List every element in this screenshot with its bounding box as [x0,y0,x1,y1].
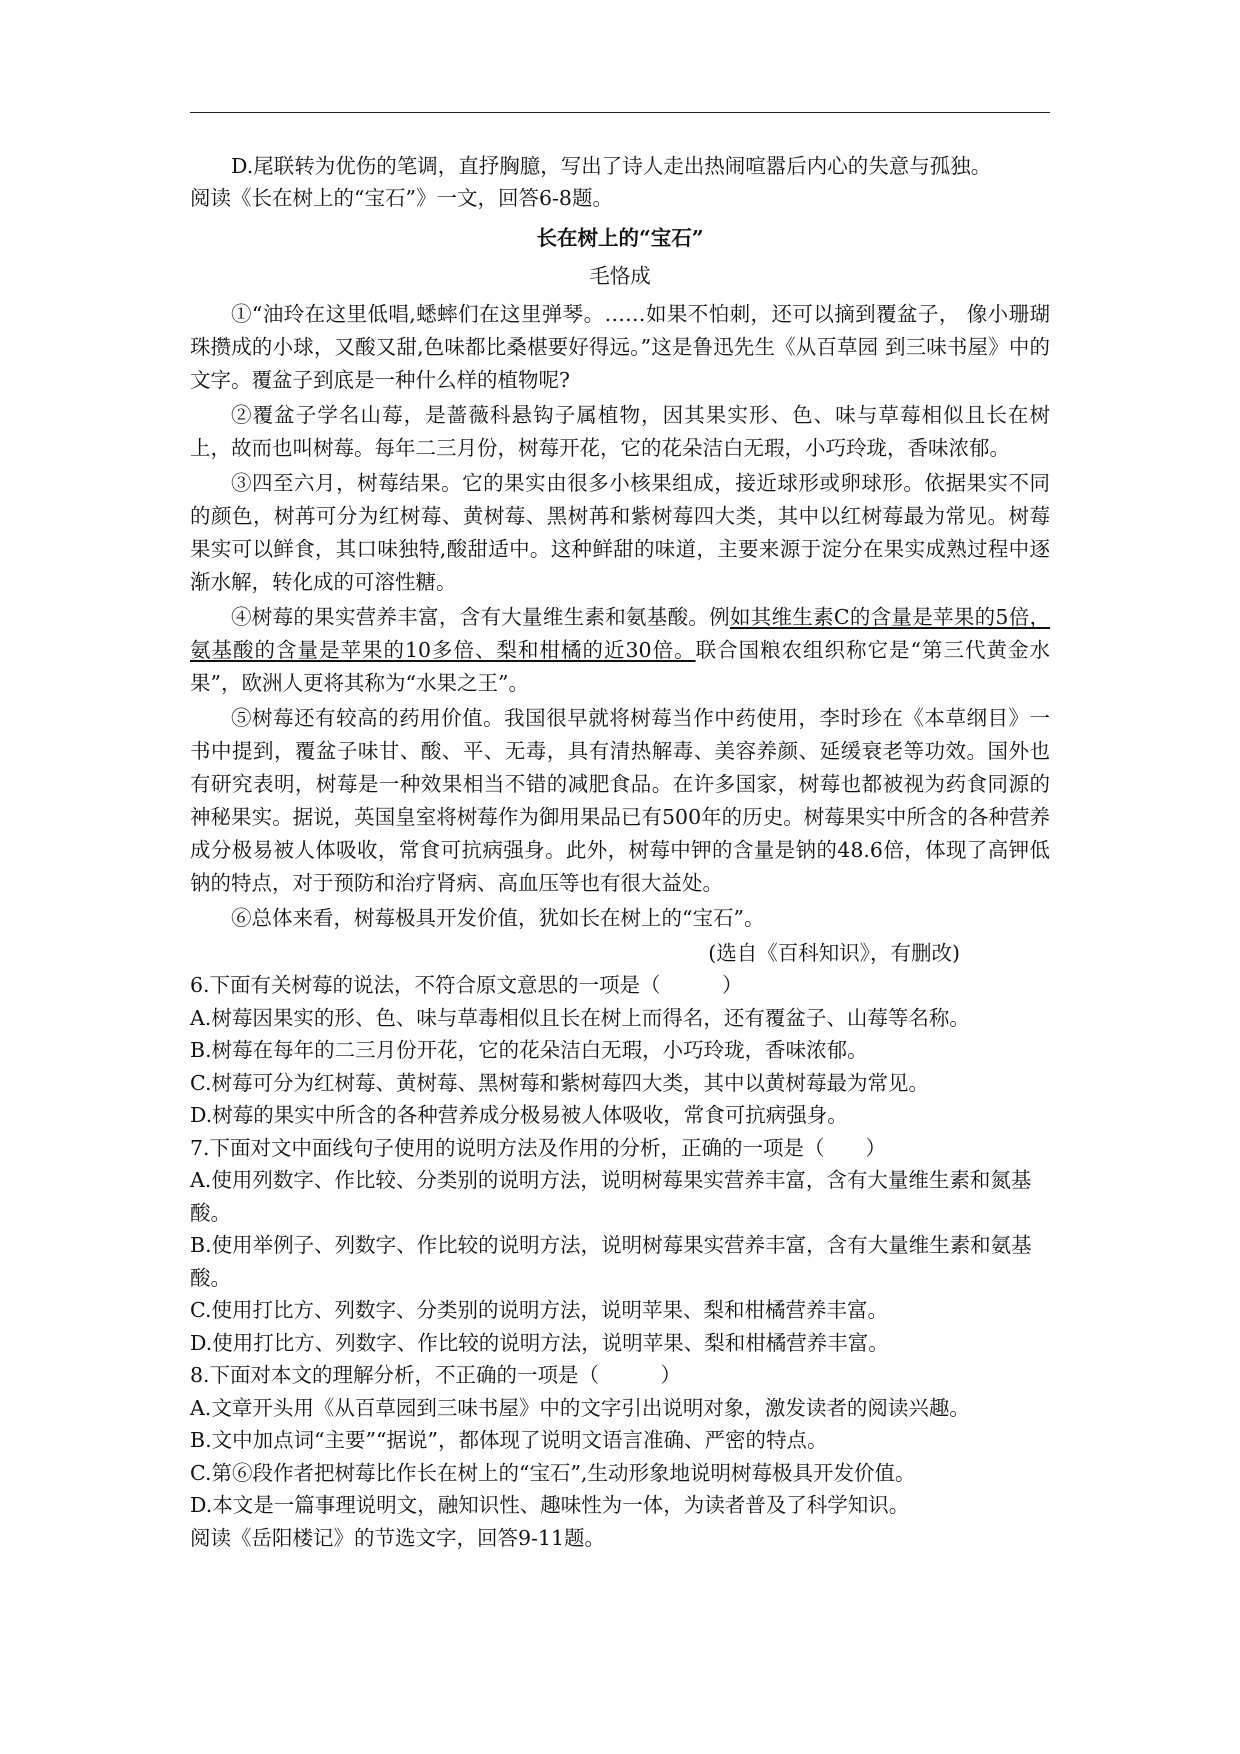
question-7 [190,1132,1050,1360]
option-c: C.树莓可分为红树莓、黄树莓、黑树莓和紫树莓四大类，其中以黄树莓最为常见。 [190,1070,929,1095]
article-paragraph-4 [190,601,1050,700]
option-a: A.使用列数字、作比较、分类别的说明方法，说明树莓果实营养丰富，含有大量维生素和氮基酸。 [190,1168,1032,1225]
option-d: D.本文是一篇事理说明文，融知识性、趣味性为一体，为读者普及了科学知识。 [190,1493,910,1517]
option-d: D.树莓的果实中所含的各种营养成分极易被人体吸收，常食可抗病强身。 [190,1103,848,1127]
question-6 [190,969,1050,1132]
question-8 [190,1359,1050,1522]
article-author: 毛恪成 [589,264,651,288]
article-paragraph-5: ⑤树莓还有较高的药用价值。我国很早就将树莓当作中药使用，李时珍在《本草纲目》一书中提到，覆盆子味甘、酸、平、无毒，具有清热解毒、美容养颜、延缓衰老等功效。国外也有研究表明，树莓是一种效果相当不错的减肥食品。在许多国家，树莓也都被视为药食同源的神秘果实。据说，英国皇室将树莓作为御用果品已有500年的历史。树莓果实中所含的各种营养成分极易被人体吸收，常食可抗病强身。此外，树莓中钾的含量是钠的48.6倍，体现了高钾低钠的特点，对于预防和治疗肾病、高血压等也有很大益处。 [190,706,1050,895]
reading-intro-9-11: 阅读《岳阳楼记》的节选文字，回答9-11题。 [190,1525,606,1550]
p4-text-after: 联合国粮农组织称它是“第三代黄金水果”，欧洲人更将其称为“水果之王”。 [190,638,1050,695]
exam-page [190,150,1050,1554]
prev-option-d: D.尾联转为优伤的笔调，直抒胸臆，写出了诗人走出热闹喧嚣后内心的失意与孤独。 [231,154,992,178]
article-paragraph-3: ③四至六月，树莓结果。它的果实由很多小核果组成，接近球形或卵球形。依据果实不同的颜色，树苒可分为红树莓、黄树莓、黑树苒和紫树莓四大类，其中以红树莓最为常见。树莓果实可以鲜食，其口味独特,酸甜适中。这种鲜甜的味道，主要来源于淀分在果实成熟过程中逐渐水解，转化成的可溶性糖。 [190,471,1050,594]
option-a: A.文章开头用《从百草园到三味书屋》中的文字引出说明对象，激发读者的阅读兴趣。 [190,1395,970,1420]
article-paragraph-2: ②覆盆子学名山莓，是蔷薇科悬钩子属植物，因其果实形、色、味与草莓相似且长在树上，故而也叫树莓。每年二三月份，树莓开花，它的花朵洁白无瑕，小巧玲珑，香味浓郁。 [190,403,1050,460]
option-c: C.使用打比方、列数字、分类别的说明方法，说明苹果、梨和柑橘营养丰富。 [190,1298,888,1322]
question-stem: 6.下面有关树莓的说法，不符合原文意思的一项是（ ） [190,973,743,997]
reading-intro-6-8: 阅读《长在树上的“宝石”》一文，回答6-8题。 [190,186,613,210]
p4-underlined-sentence: 如其维生素C的含量是苹果的5倍，氨基酸的含量是苹果的10多倍、梨和柑橘的近30倍。 [190,605,1050,662]
article-title: 长在树上的“宝石” [536,226,704,250]
option-d: D.使用打比方、列数字、作比较的说明方法，说明苹果、梨和柑橘营养丰富。 [190,1330,889,1355]
header-rule [190,112,1050,113]
question-stem: 7.下面对文中面线句子使用的说明方法及作用的分析，正确的一项是（ ） [190,1135,887,1160]
option-b: B.使用举例子、列数字、作比较的说明方法，说明树莓果实营养丰富，含有大量维生素和氨基酸。 [190,1233,1032,1290]
option-b: B.文中加点词“主要”“据说”，都体现了说明文语言准确、严密的特点。 [190,1428,828,1452]
article-paragraph-6: ⑥总体来看，树莓极具开发价值，犹如长在树上的“宝石”。 [231,906,765,930]
option-c: C.第⑥段作者把树莓比作长在树上的“宝石”,生动形象地说明树莓极具开发价值。 [190,1460,916,1485]
option-a: A.树莓因果实的形、色、味与草毒相似且长在树上而得名，还有覆盆子、山莓等名称。 [190,1005,970,1030]
article-paragraph-1: ①“油玲在这里低唱,蟋蟀们在这里弹琴。……如果不怕刺，还可以摘到覆盆子， 像小珊瑚珠攒成的小球，又酸又甜,色味都比桑椹要好得远。”这是鲁迅先生《从百草园 到三味书屋》中的文字。覆盆子到底是一种什么样的植物呢? [190,302,1050,392]
question-stem: 8.下面对本文的理解分析，不正确的一项是（ ） [190,1363,682,1387]
article-source: (选自《百科知识》，有删改) [708,941,960,965]
option-b: B.树莓在每年的二三月份开花，它的花朵洁白无瑕，小巧玲珑，香味浓郁。 [190,1038,868,1062]
p4-text-before: ④树莓的果实营养丰富，含有大量维生素和氨基酸。例 [231,605,730,629]
